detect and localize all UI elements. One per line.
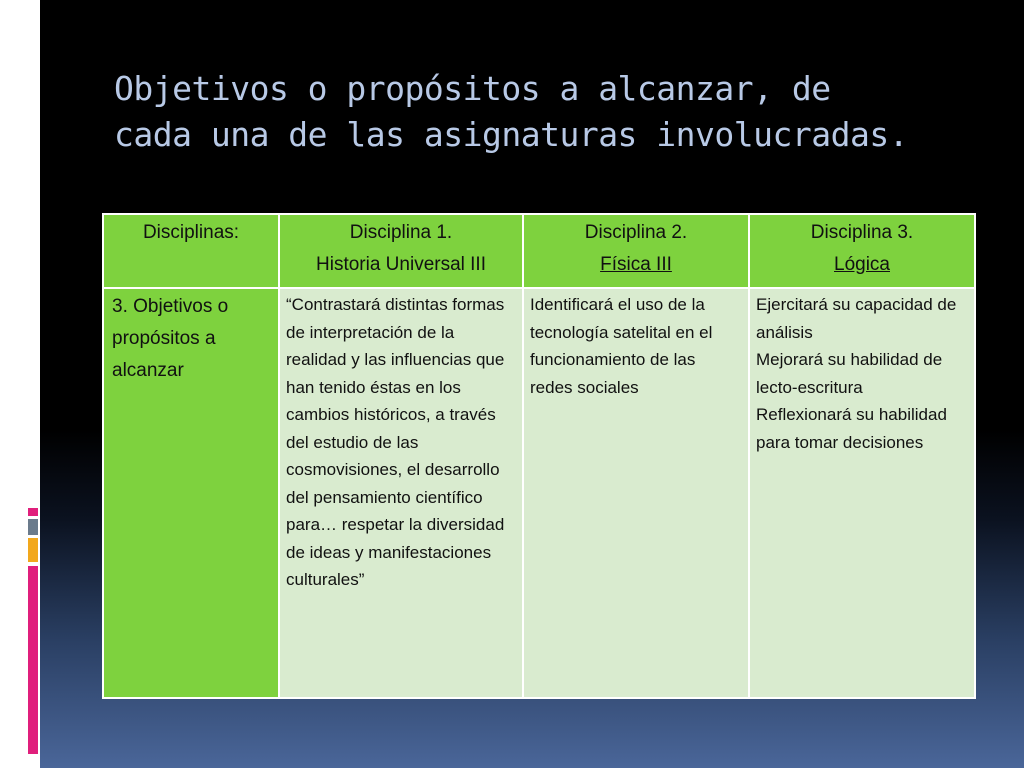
table-row (103, 288, 975, 698)
header-subject: Lógica (834, 254, 890, 275)
cell-logica (749, 288, 975, 698)
cell-fisica (523, 288, 749, 698)
header-disciplina-2 (523, 214, 749, 288)
accent-bar-gray (28, 519, 38, 535)
header-label: Disciplinas: (142, 222, 240, 243)
cell-text: Reflexionará su habilidad para tomar decisiones (756, 405, 947, 452)
header-label: Disciplina 3. (810, 222, 914, 243)
header-label: Disciplina 2. (584, 222, 688, 243)
accent-bar-orange (28, 538, 38, 562)
cell-text: Ejercitará su capacidad de análisis (756, 295, 957, 342)
slide-title-line-1: Objetivos o propósitos a alcanzar, de (114, 69, 831, 108)
cell-text: Identificará el uso de la tecnología satelital en el funcionamiento de las redes sociales (530, 295, 713, 397)
row-label: 3. Objetivos o propósitos a alcanzar (103, 288, 279, 698)
cell-text: “Contrastará distintas formas de interpretación de la realidad y las influencias que han tenido éstas en los cambios históricos, a través del estudio de las cosmovisiones, el desarrollo del pensamiento científico para… respetar la diversidad de ideas y manifestaciones culturales” (286, 295, 505, 589)
slide-title (114, 66, 994, 158)
accent-bar-pink-long (28, 566, 38, 754)
table-header-row (103, 214, 975, 288)
header-subject: Física III (600, 254, 672, 275)
cell-text: Mejorará su habilidad de lecto-escritura (756, 350, 943, 397)
header-label: Disciplina 1. (349, 222, 453, 243)
accent-bar-pink-top (28, 508, 38, 516)
slide-title-line-2: cada una de las asignaturas involucradas. (114, 115, 909, 154)
header-disciplina-1 (279, 214, 523, 288)
cell-historia (279, 288, 523, 698)
objectives-table (102, 213, 976, 699)
header-disciplinas (103, 214, 279, 288)
header-subject: Historia Universal III (316, 254, 486, 275)
header-disciplina-3 (749, 214, 975, 288)
